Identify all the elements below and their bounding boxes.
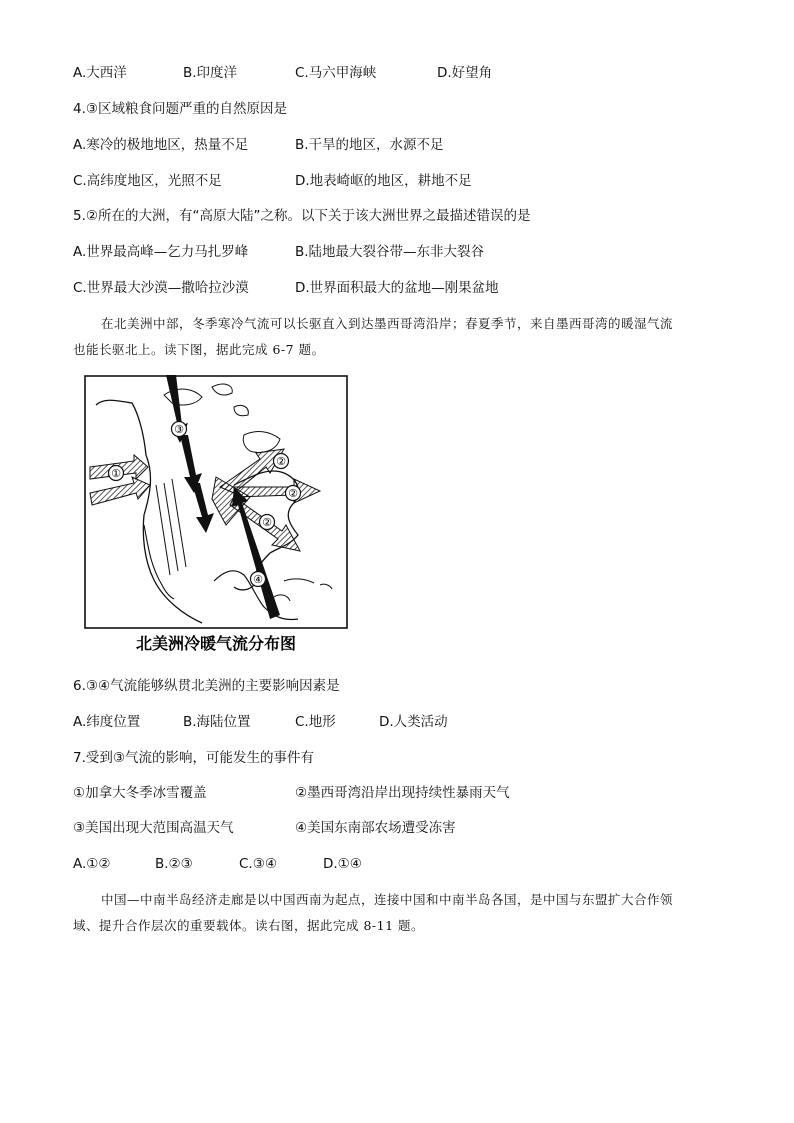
q5-option-c: C.世界最大沙漠—撒哈拉沙漠 [73,280,249,296]
label-2b: ② [288,487,298,500]
q6-stem: 6.③④气流能够纵贯北美洲的主要影响因素是 [73,678,340,694]
q7-stem: 7.受到③气流的影响，可能发生的事件有 [73,750,314,766]
q7-option-c: C.③④ [239,856,277,872]
q4-option-a: A.寒冷的极地地区，热量不足 [73,137,249,153]
q3-option-b: B.印度洋 [183,65,238,81]
q7-option-d: D.①④ [323,856,362,872]
q3-option-c: C.马六甲海峡 [295,65,377,81]
q3-option-d: D.好望角 [437,65,493,81]
passage2-line1: 中国—中南半岛经济走廊是以中国西南为起点，连接中国和中南半岛各国，是中国与东盟扩大合作领 [101,892,674,907]
label-2a: ② [276,455,286,468]
q5-option-d: D.世界面积最大的盆地—刚果盆地 [295,280,499,296]
label-1: ① [111,467,121,480]
passage1-line1: 在北美洲中部，冬季寒冷气流可以长驱直入到达墨西哥湾沿岸；春夏季节，来自墨西哥湾的暖湿气流 [101,316,674,331]
label-3: ③ [174,423,184,436]
q5-option-a: A.世界最高峰—乞力马扎罗峰 [73,244,249,260]
q7-item-4: ④美国东南部农场遭受冻害 [295,820,456,836]
q5-stem: 5.②所在的大洲，有“高原大陆”之称。以下关于该大洲世界之最描述错误的是 [73,208,531,224]
label-4: ④ [253,573,263,586]
q4-stem: 4.③区域粮食问题严重的自然原因是 [73,101,287,117]
q4-option-c: C.高纬度地区，光照不足 [73,173,222,189]
passage2-line2: 域、提升合作层次的重要载体。读右图，据此完成 8-11 题。 [73,918,425,933]
q7-option-a: A.①② [73,856,111,872]
north-america-airflow-map [84,375,348,657]
passage1-line2: 也能长驱北上。读下图，据此完成 6-7 题。 [73,342,325,357]
q6-option-b: B.海陆位置 [183,714,251,730]
q4-option-d: D.地表崎岖的地区，耕地不足 [295,173,472,189]
map-caption: 北美洲冷暖气流分布图 [135,634,297,653]
q7-item-2: ②墨西哥湾沿岸出现持续性暴雨天气 [295,785,510,801]
q3-option-a: A.大西洋 [73,65,127,81]
label-2c: ② [262,516,272,529]
q7-option-b: B.②③ [155,856,193,872]
q6-option-d: D.人类活动 [379,714,448,730]
q6-option-c: C.地形 [295,714,336,730]
q7-item-1: ①加拿大冬季冰雪覆盖 [73,785,207,801]
q4-option-b: B.干旱的地区，水源不足 [295,137,444,153]
q6-option-a: A.纬度位置 [73,714,141,730]
q5-option-b: B.陆地最大裂谷带—东非大裂谷 [295,244,485,260]
q7-item-3: ③美国出现大范围高温天气 [73,820,234,836]
